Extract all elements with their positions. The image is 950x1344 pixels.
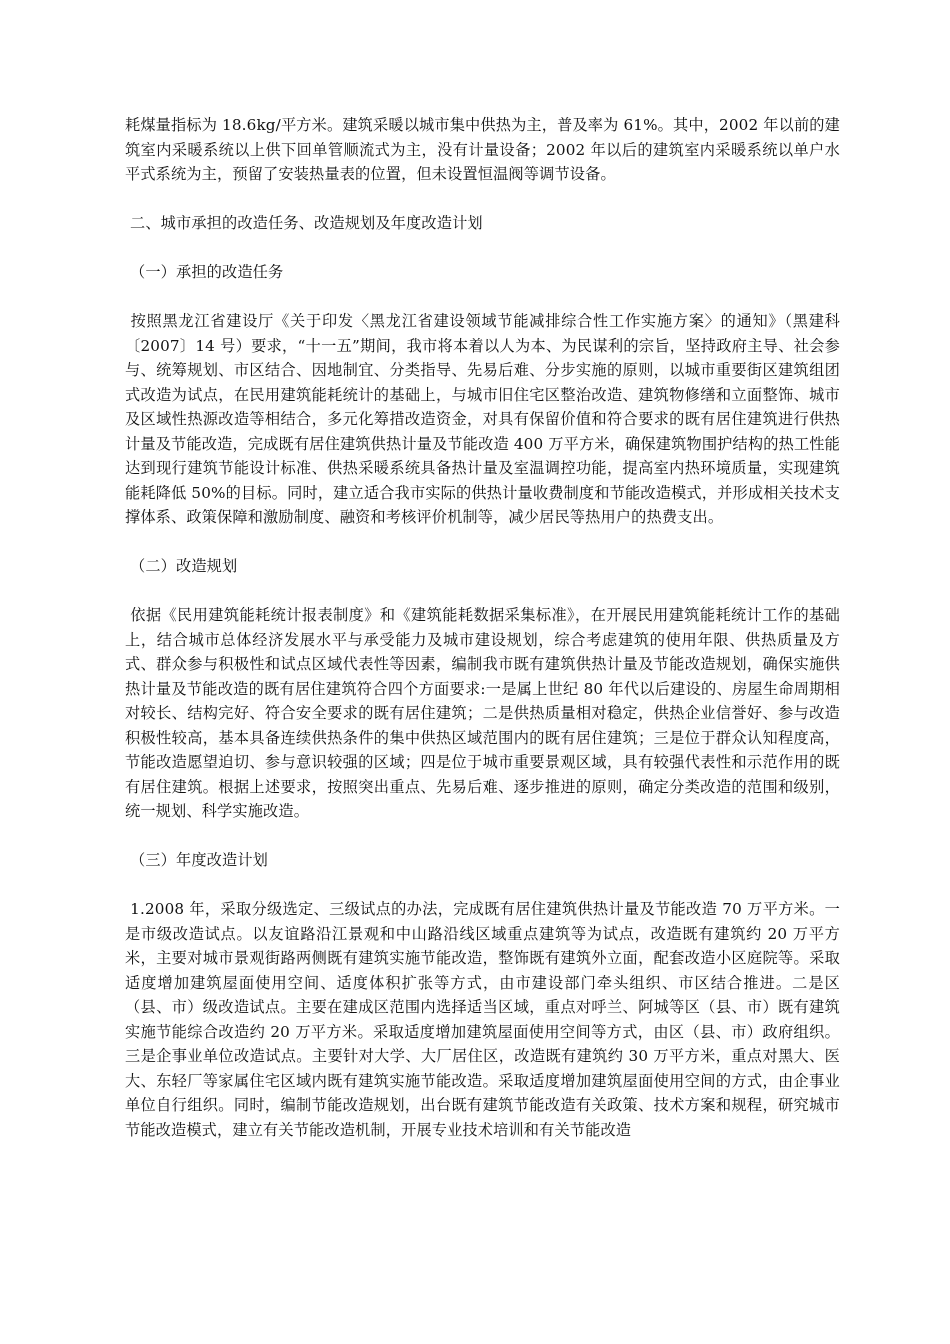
document-page <box>125 113 840 1142</box>
section-2-heading: 二、城市承担的改造任务、改造规划及年度改造计划 <box>125 214 483 232</box>
subsection-2-paragraph: 依据《民用建筑能耗统计报表制度》和《建筑能耗数据采集标准》，在开展民用建筑能耗统计工作的基础上，结合城市总体经济发展水平与承受能力及城市建设规划，综合考虑建筑的使用年限、供热质量及方式、群众参与积极性和试点区域代表性等因素，编制我市既有建筑供热计量及节能改造规划，确保实施供热计量及节能改造的既有居住建筑符合四个方面要求:一是属上世纪 80 年代以后建设的、房屋生命周期相对较长、结构完好、符合安全要求的既有居住建筑；二是供热质量相对稳定，供热企业信誉好、参与改造积极性较高，基本具备连续供热条件的集中供热区域范围内的既有居住建筑；三是位于群众认知程度高，节能改造愿望迫切、参与意识较强的区域；四是位于城市重要景观区域，具有较强代表性和示范作用的既有居住建筑。根据上述要求，按照突出重点、先易后难、逐步推进的原则，确定分类改造的范围和级别，统一规划、科学实施改造。 <box>125 606 840 820</box>
subsection-2-heading: （二）改造规划 <box>125 557 238 575</box>
intro-paragraph: 耗煤量指标为 18.6kg/平方米。建筑采暖以城市集中供热为主，普及率为 61%。其中，2002 年以前的建筑室内采暖系统以上供下回单管顺流式为主，没有计量设备；2002 年以后的建筑室内采暖系统以单户水平式系统为主，预留了安装热量表的位置，但未设置恒温阀等调节设备。 <box>125 116 840 183</box>
subsection-1-paragraph: 按照黑龙江省建设厅《关于印发〈黑龙江省建设领域节能减排综合性工作实施方案〉的通知》（黑建科〔2007〕14 号）要求，“十一五”期间，我市将本着以人为本、为民谋利的宗旨，坚持政府主导、社会参与、统筹规划、市区结合、因地制宜、分类指导、先易后难、分步实施的原则，以城市重要街区建筑组团式改造为试点，在民用建筑能耗统计的基础上，与城市旧住宅区整治改造、建筑物修缮和立面整饰、城市及区域性热源改造等相结合，多元化筹措改造资金，对具有保留价值和符合要求的既有居住建筑进行供热计量及节能改造，完成既有居住建筑供热计量及节能改造 400 万平方米，确保建筑物围护结构的热工性能达到现行建筑节能设计标准、供热采暖系统具备热计量及室温调控功能，提高室内热环境质量，实现建筑能耗降低 50%的目标。同时，建立适合我市实际的供热计量收费制度和节能改造模式，并形成相关技术支撑体系、政策保障和激励制度、融资和考核评价机制等，减少居民等热用户的热费支出。 <box>125 312 840 526</box>
subsection-3-paragraph: 1.2008 年，采取分级选定、三级试点的办法，完成既有居住建筑供热计量及节能改造 70 万平方米。一是市级改造试点。以友谊路沿江景观和中山路沿线区域重点建筑等为试点，改造既有建筑约 20 万平方米，主要对城市景观街路两侧既有建筑实施节能改造，整饰既有建筑外立面，配套改造小区庭院等。采取适度增加建筑屋面使用空间、适度体积扩张等方式，由市建设部门牵头组织、市区结合推进。二是区（县、市）级改造试点。主要在建成区范围内选择适当区域，重点对呼兰、阿城等区（县、市）既有建筑实施节能综合改造约 20 万平方米。采取适度增加建筑屋面使用空间等方式，由区（县、市）政府组织。三是企事业单位改造试点。主要针对大学、大厂居住区，改造既有建筑约 30 万平方米，重点对黑大、医大、东轻厂等家属住宅区域内既有建筑实施节能改造。采取适度增加建筑屋面使用空间的方式，由企事业单位自行组织。同时，编制节能改造规划，出台既有建筑节能改造有关政策、技术方案和规程，研究城市节能改造模式，建立有关节能改造机制，开展专业技术培训和有关节能改造 <box>125 900 840 1139</box>
subsection-1-heading: （一）承担的改造任务 <box>125 263 284 281</box>
subsection-3-heading: （三）年度改造计划 <box>125 851 269 869</box>
